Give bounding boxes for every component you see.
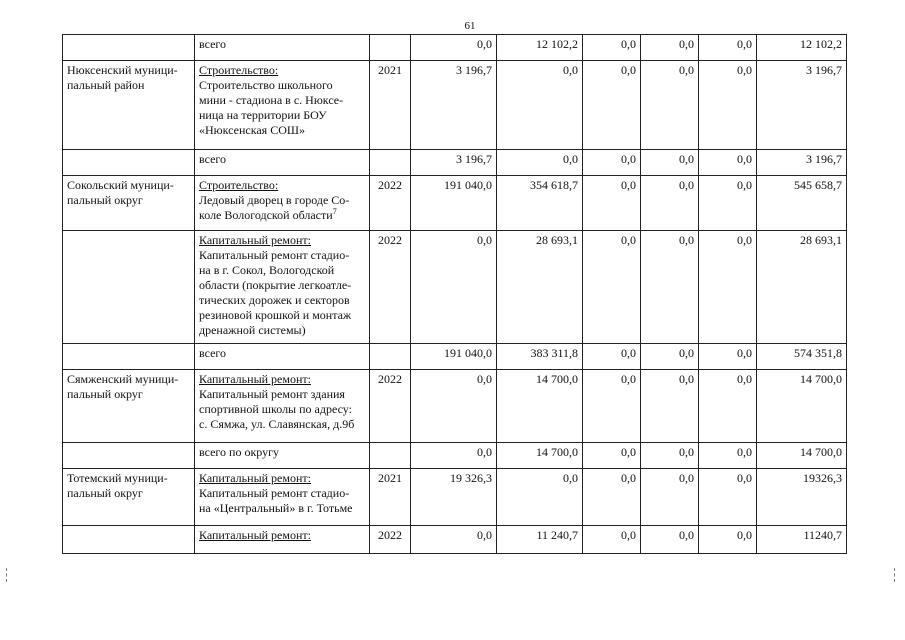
- total-row: [63, 344, 847, 370]
- work-description-cell: [195, 231, 370, 344]
- amount-cell: 3 196,7: [757, 150, 847, 176]
- amount-cell: 0,0: [641, 443, 699, 469]
- amount-cell: 11240,7: [757, 526, 847, 554]
- municipality-name: пальный округ: [67, 387, 143, 401]
- total-label: всего: [199, 37, 227, 51]
- amount-cell: 3 196,7: [411, 61, 497, 150]
- amount-cell: 0,0: [497, 469, 583, 526]
- total-row: [63, 443, 847, 469]
- amount-cell: 14 700,0: [497, 370, 583, 443]
- work-type-label: Капитальный ремонт:: [199, 233, 311, 247]
- amount-cell: 0,0: [583, 231, 641, 344]
- amount-cell: 0,0: [641, 150, 699, 176]
- amount-cell: 14 700,0: [757, 370, 847, 443]
- table-row: [63, 370, 847, 443]
- year-cell: [370, 443, 411, 469]
- municipality-cell: [63, 61, 195, 150]
- work-description-line: резиновой крошкой и монтаж: [199, 308, 352, 322]
- amount-cell: 354 618,7: [497, 176, 583, 231]
- amount-cell: 191 040,0: [411, 344, 497, 370]
- amount-cell: 574 351,8: [757, 344, 847, 370]
- amount-cell: 191 040,0: [411, 176, 497, 231]
- amount-cell: 0,0: [641, 231, 699, 344]
- municipality-name: пальный округ: [67, 486, 143, 500]
- work-type-label: Строительство:: [199, 63, 279, 77]
- municipality-cell: [63, 443, 195, 469]
- amount-cell: 0,0: [699, 370, 757, 443]
- total-label: всего: [199, 346, 227, 360]
- margin-mark-right: [894, 568, 896, 582]
- total-row: [63, 35, 847, 61]
- year-cell: [370, 35, 411, 61]
- amount-cell: 0,0: [583, 526, 641, 554]
- amount-cell: 0,0: [699, 61, 757, 150]
- amount-cell: 0,0: [583, 150, 641, 176]
- amount-cell: 19326,3: [757, 469, 847, 526]
- table-row: [63, 61, 847, 150]
- amount-cell: 0,0: [497, 61, 583, 150]
- amount-cell: 0,0: [583, 469, 641, 526]
- table-row: [63, 176, 847, 231]
- amount-cell: 545 658,7: [757, 176, 847, 231]
- total-label: всего по округу: [199, 445, 280, 459]
- margin-mark-left: [6, 568, 8, 582]
- amount-cell: 0,0: [583, 35, 641, 61]
- table-body: [63, 35, 847, 554]
- work-description-line: «Нюксенская СОШ»: [199, 123, 305, 137]
- amount-cell: 0,0: [641, 469, 699, 526]
- municipality-cell: [63, 344, 195, 370]
- table-row: [63, 231, 847, 344]
- amount-cell: 0,0: [641, 61, 699, 150]
- amount-cell: 0,0: [641, 176, 699, 231]
- amount-cell: 0,0: [699, 35, 757, 61]
- total-label-cell: [195, 344, 370, 370]
- amount-cell: 0,0: [699, 443, 757, 469]
- total-label: всего: [199, 152, 227, 166]
- work-description-cell: [195, 526, 370, 554]
- amount-cell: 3 196,7: [411, 150, 497, 176]
- municipality-cell: [63, 150, 195, 176]
- work-description-line: области (покрытие легкоатле-: [199, 278, 352, 292]
- amount-cell: 0,0: [641, 344, 699, 370]
- amount-cell: 0,0: [699, 150, 757, 176]
- amount-cell: 12 102,2: [757, 35, 847, 61]
- amount-cell: 0,0: [583, 370, 641, 443]
- municipality-cell: [63, 176, 195, 231]
- municipality-cell: [63, 231, 195, 344]
- amount-cell: 0,0: [699, 176, 757, 231]
- amount-cell: 12 102,2: [497, 35, 583, 61]
- year-cell: 2022: [370, 370, 411, 443]
- work-description-line: тических дорожек и секторов: [199, 293, 350, 307]
- year-cell: 2022: [370, 231, 411, 344]
- work-description-line: Капитальный ремонт здания: [199, 387, 345, 401]
- amount-cell: 0,0: [497, 150, 583, 176]
- amount-cell: 0,0: [641, 370, 699, 443]
- work-type-label: Капитальный ремонт:: [199, 528, 311, 542]
- municipality-name: Сямженский муници-: [67, 372, 179, 386]
- page-number: 61: [464, 20, 476, 32]
- table-row: [63, 526, 847, 554]
- amount-cell: 0,0: [583, 176, 641, 231]
- amount-cell: 19 326,3: [411, 469, 497, 526]
- year-cell: 2022: [370, 176, 411, 231]
- amount-cell: 28 693,1: [497, 231, 583, 344]
- year-cell: 2022: [370, 526, 411, 554]
- amount-cell: 0,0: [411, 526, 497, 554]
- work-type-label: Капитальный ремонт:: [199, 372, 311, 386]
- footnote-marker: 7: [332, 207, 337, 216]
- amount-cell: 0,0: [699, 469, 757, 526]
- amount-cell: 11 240,7: [497, 526, 583, 554]
- work-description-line: спортивной школы по адресу:: [199, 402, 352, 416]
- amount-cell: 14 700,0: [757, 443, 847, 469]
- municipality-cell: [63, 469, 195, 526]
- amount-cell: 3 196,7: [757, 61, 847, 150]
- amount-cell: 0,0: [699, 526, 757, 554]
- work-type-label: Строительство:: [199, 178, 279, 192]
- amount-cell: 28 693,1: [757, 231, 847, 344]
- amount-cell: 0,0: [699, 231, 757, 344]
- amount-cell: 14 700,0: [497, 443, 583, 469]
- amount-cell: 0,0: [411, 443, 497, 469]
- year-cell: [370, 150, 411, 176]
- amount-cell: 0,0: [699, 344, 757, 370]
- work-description-cell: [195, 176, 370, 231]
- municipality-cell: [63, 370, 195, 443]
- table-row: [63, 469, 847, 526]
- work-description-line: Ледовый дворец в городе Со-: [199, 193, 350, 207]
- work-type-label: Капитальный ремонт:: [199, 471, 311, 485]
- work-description-line: на в г. Сокол, Вологодской: [199, 263, 335, 277]
- work-description-line: дренажной системы): [199, 323, 306, 337]
- work-description-line: мини - стадиона в с. Нюксе-: [199, 93, 344, 107]
- total-label-cell: [195, 35, 370, 61]
- work-description-line: Капитальный ремонт стадио-: [199, 486, 350, 500]
- amount-cell: 383 311,8: [497, 344, 583, 370]
- year-cell: 2021: [370, 61, 411, 150]
- total-label-cell: [195, 443, 370, 469]
- total-row: [63, 150, 847, 176]
- work-description-line: коле Вологодской области$^7$: [199, 207, 337, 222]
- amount-cell: 0,0: [641, 35, 699, 61]
- year-cell: 2021: [370, 469, 411, 526]
- amount-cell: 0,0: [411, 370, 497, 443]
- municipality-name: пальный район: [67, 78, 145, 92]
- amount-cell: 0,0: [583, 61, 641, 150]
- amount-cell: 0,0: [583, 344, 641, 370]
- municipality-name: Сокольский муници-: [67, 178, 174, 192]
- year-cell: [370, 344, 411, 370]
- work-description-line: ница на территории БОУ: [199, 108, 327, 122]
- work-description-cell: [195, 61, 370, 150]
- work-description-line: Капитальный ремонт стадио-: [199, 248, 350, 262]
- work-description-cell: [195, 370, 370, 443]
- work-description-line: Строительство школьного: [199, 78, 333, 92]
- budget-table: [62, 34, 847, 554]
- amount-cell: 0,0: [411, 35, 497, 61]
- municipality-cell: [63, 526, 195, 554]
- municipality-name: Тотемский муници-: [67, 471, 168, 485]
- work-description-line: на «Центральный» в г. Тотьме: [199, 501, 353, 515]
- work-description-cell: [195, 469, 370, 526]
- municipality-name: Нюксенский муници-: [67, 63, 178, 77]
- amount-cell: 0,0: [641, 526, 699, 554]
- amount-cell: 0,0: [583, 443, 641, 469]
- municipality-name: пальный округ: [67, 193, 143, 207]
- amount-cell: 0,0: [411, 231, 497, 344]
- total-label-cell: [195, 150, 370, 176]
- work-description-line: с. Сямжа, ул. Славянская, д.9б: [199, 417, 355, 431]
- municipality-cell: [63, 35, 195, 61]
